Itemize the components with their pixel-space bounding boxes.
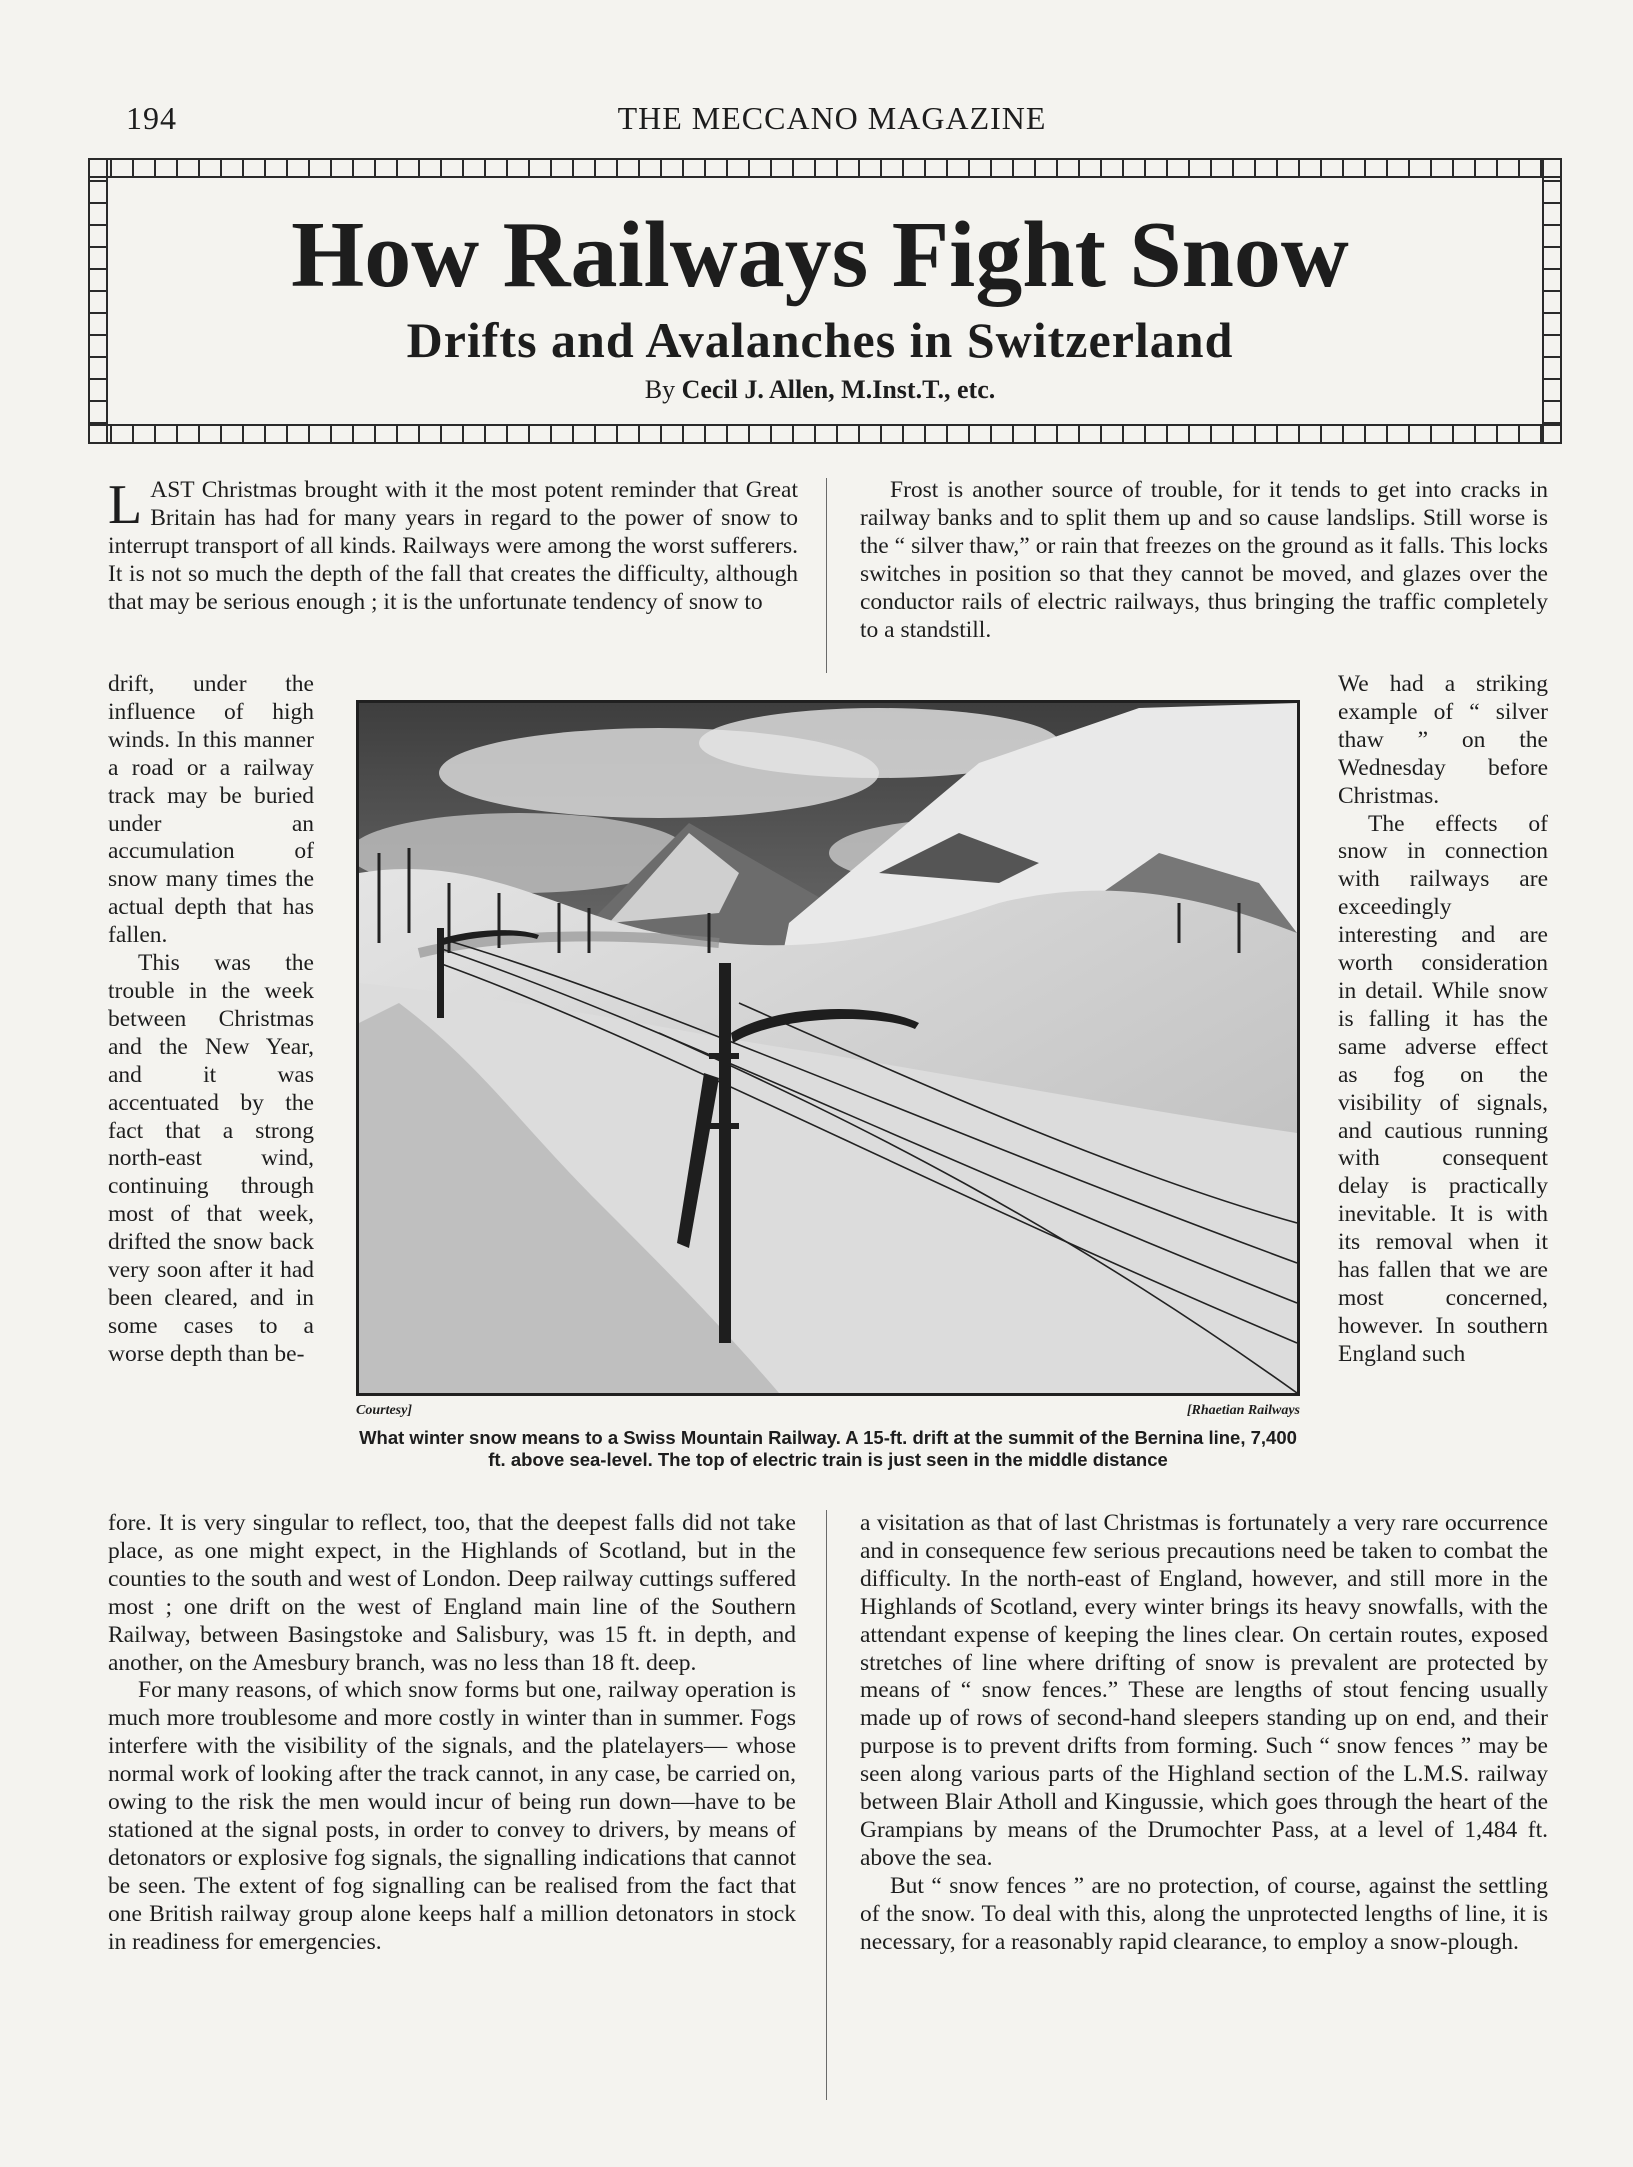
narrow-left-column xyxy=(108,671,314,1369)
narrow-right-column xyxy=(1338,671,1548,1369)
paragraph: This was the trouble in the week between Christmas and the New Year, and it was accentuated by the fact that a strong north-east wind, continuing through most of that week, drifted the snow back very soon after it had been cleared, and in some cases to a worse depth than be- xyxy=(108,950,314,1367)
paragraph: We had a striking example of “ silver thaw ” on the Wednesday before Christmas. xyxy=(1338,671,1548,809)
column-rule-bottom xyxy=(826,1510,827,2100)
photo-credit-right: [Rhaetian Railways xyxy=(1186,1403,1300,1418)
paragraph: a visitation as that of last Christmas is fortunately a very rare occurrence and in consequence few serious precautions need be taken to combat the difficulty. In the north-east of England, however, and still more in the Highlands of Scotland, every winter brings its heavy snowfalls, with the attendant expense of keeping the lines clear. On certain routes, exposed stretches of line where drifting of snow is prevalent are protected by means of “ snow fences.” These are lengths of stout fencing usually made up of rows of second-hand sleepers standing up on end, and their purpose is to prevent drifts from forming. Such “ snow fences ” may be seen along various parts of the Highland section of the L.M.S. railway between Blair Atholl and Kingussie, which goes through the heart of the Grampians by means of the Drumochter Pass, at a level of 1,484 ft. above the sea. xyxy=(860,1510,1548,1871)
paragraph: But “ snow fences ” are no protection, of course, against the settling of the snow. To deal with this, along the unprotected lengths of line, it is necessary, for a reasonably rapid clearance, to employ a snow-plough. xyxy=(860,1872,1548,1955)
lower-right-column xyxy=(860,1510,1548,1957)
page-number: 194 xyxy=(126,100,177,136)
drop-cap: L xyxy=(108,474,143,536)
intro-text: AST Christmas brought with it the most potent reminder that Great Britain has had for many years in regard to the power of snow to interrupt transport of all kinds. Railways were among the worst sufferers. It is not so much the depth of the fall that creates the difficulty, although that may be serious enough ; it is the unfortunate tendency of snow to xyxy=(108,477,798,615)
photo-credit-left: Courtesy] xyxy=(356,1403,412,1418)
paragraph: For many reasons, of which snow forms but one, railway operation is much more troublesome and more costly in winter than in summer. Fogs interfere with the visibility of the signals, and the platelayers— whose normal work of looking after the track cannot, in any case, be carried on, owing to the risk the men would incur of being run down—have to be stationed at the signal posts, in order to convey to drivers, by means of detonators or explosive fog signals, the signalling indications that cannot be seen. The extent of fog signalling can be realised from the fact that one British railway group alone keeps half a million detonators in stock in readiness for emergencies. xyxy=(108,1677,796,1955)
article-title: How Railways Fight Snow xyxy=(291,203,1349,307)
byline-author: Cecil J. Allen, M.Inst.T., etc. xyxy=(681,375,996,404)
paragraph: The effects of snow in connection with railways are exceedingly interesting and are worth consideration in detail. While snow is falling it has the same adverse effect as fog on the visibility of signals, and cautious running with consequent delay is practically inevitable. It is with its removal when it has fallen that we are most concerned, however. In southern England such xyxy=(1338,810,1548,1367)
article-subtitle: Drifts and Avalanches in Switzerland xyxy=(406,312,1234,368)
intro-paragraph xyxy=(108,474,798,617)
photo-caption: What winter snow means to a Swiss Mountain Railway. A 15-ft. drift at the summit of the Bernina line, 7,400 ft. above sea-level. The top of electric train is just seen in the middle distance xyxy=(359,1427,1297,1470)
paragraph: fore. It is very singular to reflect, too, that the deepest falls did not take place, as one might expect, in the Highlands of Scotland, but in the counties to the south and west of London. Deep railway cuttings suffered most ; one drift on the west of England main line of the Southern Railway, between Basingstoke and Salisbury, was 15 ft. in depth, and another, on the Amesbury branch, was no less than 18 ft. deep. xyxy=(108,1510,796,1676)
byline xyxy=(140,372,1500,408)
byline-prefix: By xyxy=(644,375,676,404)
photo-illustration xyxy=(359,703,1297,1393)
top-right-column xyxy=(860,477,1548,644)
paragraph: Frost is another source of trouble, for it tends to get into cracks in railway banks and to split them up and so cause landslips. Still worse is the “ silver thaw,” or rain that freezes on the ground as it falls. This locks switches in position so that they cannot be moved, and glazes over the conductor rails of electric railways, thus bringing the traffic completely to a standstill. xyxy=(860,477,1548,643)
column-rule-top xyxy=(826,478,827,673)
magazine-title: THE MECCANO MAGAZINE xyxy=(617,100,1047,136)
lower-left-column xyxy=(108,1510,796,1957)
paragraph: drift, under the influence of high winds. In this manner a road or a railway track may be buried under an accumulation of snow many times the actual depth that has fallen. xyxy=(108,671,314,949)
snow-railway-photo xyxy=(356,700,1300,1396)
